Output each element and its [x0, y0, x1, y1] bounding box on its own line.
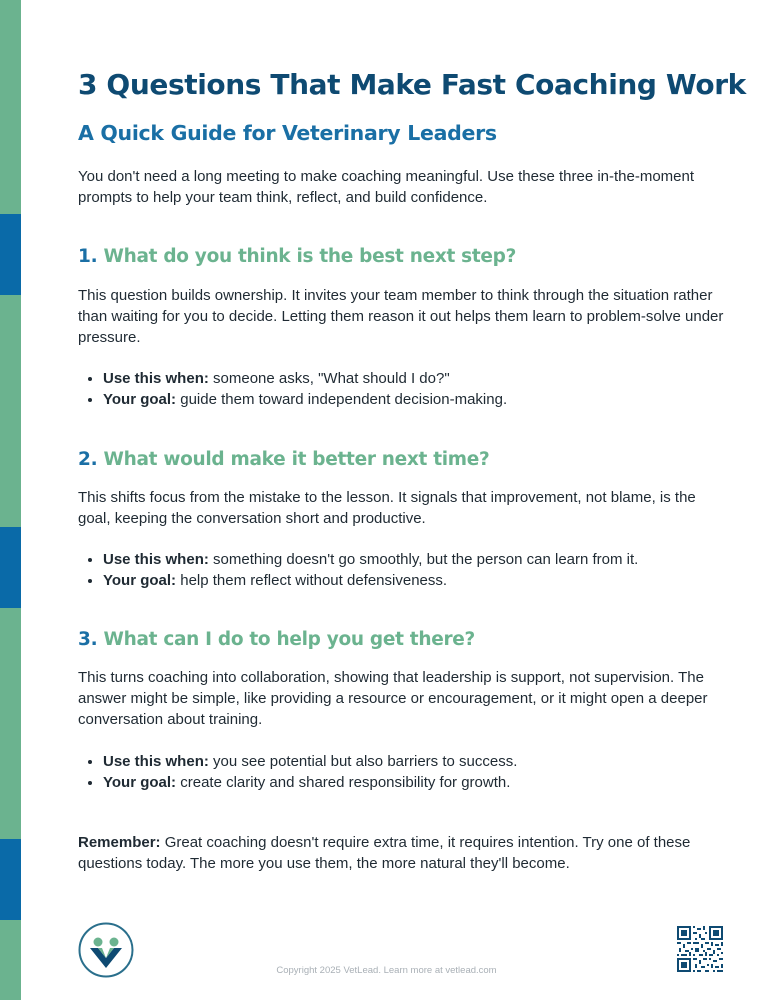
- question-2-bullets: [78, 549, 733, 591]
- goal-label: Your goal:: [103, 391, 177, 408]
- question-3-heading: [78, 629, 475, 650]
- qr-code-icon[interactable]: [677, 926, 723, 972]
- question-1-heading: [78, 246, 516, 267]
- when-label: Use this when:: [103, 753, 209, 770]
- side-color-bar: [0, 0, 21, 1000]
- intro-paragraph: You don't need a long meeting to make coaching meaningful. Use these three in-the-moment prompts to help your team think, reflect, and build confidence.: [78, 168, 695, 206]
- goal-text: help them reflect without defensiveness.: [180, 572, 448, 589]
- question-3-number: 3.: [78, 629, 98, 650]
- page-title: 3 Questions That Make Fast Coaching Work: [78, 68, 746, 101]
- question-1-body: This question builds ownership. It invites your team member to think through the situation rather than waiting for you to decide. Letting them reason it out helps them learn to problem-solve under pressure.: [78, 287, 724, 346]
- question-2-goal-item: [103, 570, 733, 591]
- copyright-text: Copyright 2025 VetLead. Learn more at vetlead.com: [276, 965, 497, 976]
- when-text: someone asks, "What should I do?": [213, 370, 450, 387]
- side-bar-segment-green: [0, 295, 21, 527]
- question-3-when-item: [103, 751, 733, 772]
- question-2-when-item: [103, 549, 733, 570]
- remember-text: Great coaching doesn't require extra time, it requires intention. Try one of these questions today. The more you use them, the more natural they'll become.: [78, 834, 691, 872]
- question-3-text: What can I do to help you get there?: [103, 629, 475, 650]
- remember-label: Remember:: [78, 834, 161, 851]
- goal-text: create clarity and shared responsibility for growth.: [180, 774, 511, 791]
- side-bar-segment-green: [0, 0, 21, 214]
- when-label: Use this when:: [103, 551, 209, 568]
- remember-paragraph: [78, 832, 728, 874]
- side-bar-segment-blue: [0, 839, 21, 920]
- question-2-heading: [78, 449, 489, 470]
- question-1-goal-item: [103, 389, 733, 410]
- side-bar-segment-green: [0, 920, 21, 1000]
- when-label: Use this when:: [103, 370, 209, 387]
- side-bar-segment-blue: [0, 214, 21, 295]
- goal-text: guide them toward independent decision-making.: [180, 391, 508, 408]
- question-1-bullets: [78, 368, 733, 410]
- question-1-text: What do you think is the best next step?: [103, 246, 517, 267]
- question-3-bullets: [78, 751, 733, 793]
- when-text: you see potential but also barriers to success.: [213, 753, 518, 770]
- question-2-body: This shifts focus from the mistake to the lesson. It signals that improvement, not blame, is the goal, keeping the conversation short and productive.: [78, 489, 696, 527]
- side-bar-segment-green: [0, 608, 21, 839]
- question-3-body: This turns coaching into collaboration, showing that leadership is support, not supervision. The answer might be simple, like providing a resource or encouragement, or it might open a deeper conversation about training.: [78, 669, 708, 728]
- question-1-when-item: [103, 368, 733, 389]
- side-bar-segment-blue: [0, 527, 21, 608]
- question-1-number: 1.: [78, 246, 98, 267]
- goal-label: Your goal:: [103, 572, 177, 589]
- question-2-text: What would make it better next time?: [103, 449, 490, 470]
- goal-label: Your goal:: [103, 774, 177, 791]
- page-subtitle: A Quick Guide for Veterinary Leaders: [78, 121, 497, 145]
- question-2-number: 2.: [78, 449, 98, 470]
- question-3-goal-item: [103, 772, 733, 793]
- when-text: something doesn't go smoothly, but the person can learn from it.: [213, 551, 639, 568]
